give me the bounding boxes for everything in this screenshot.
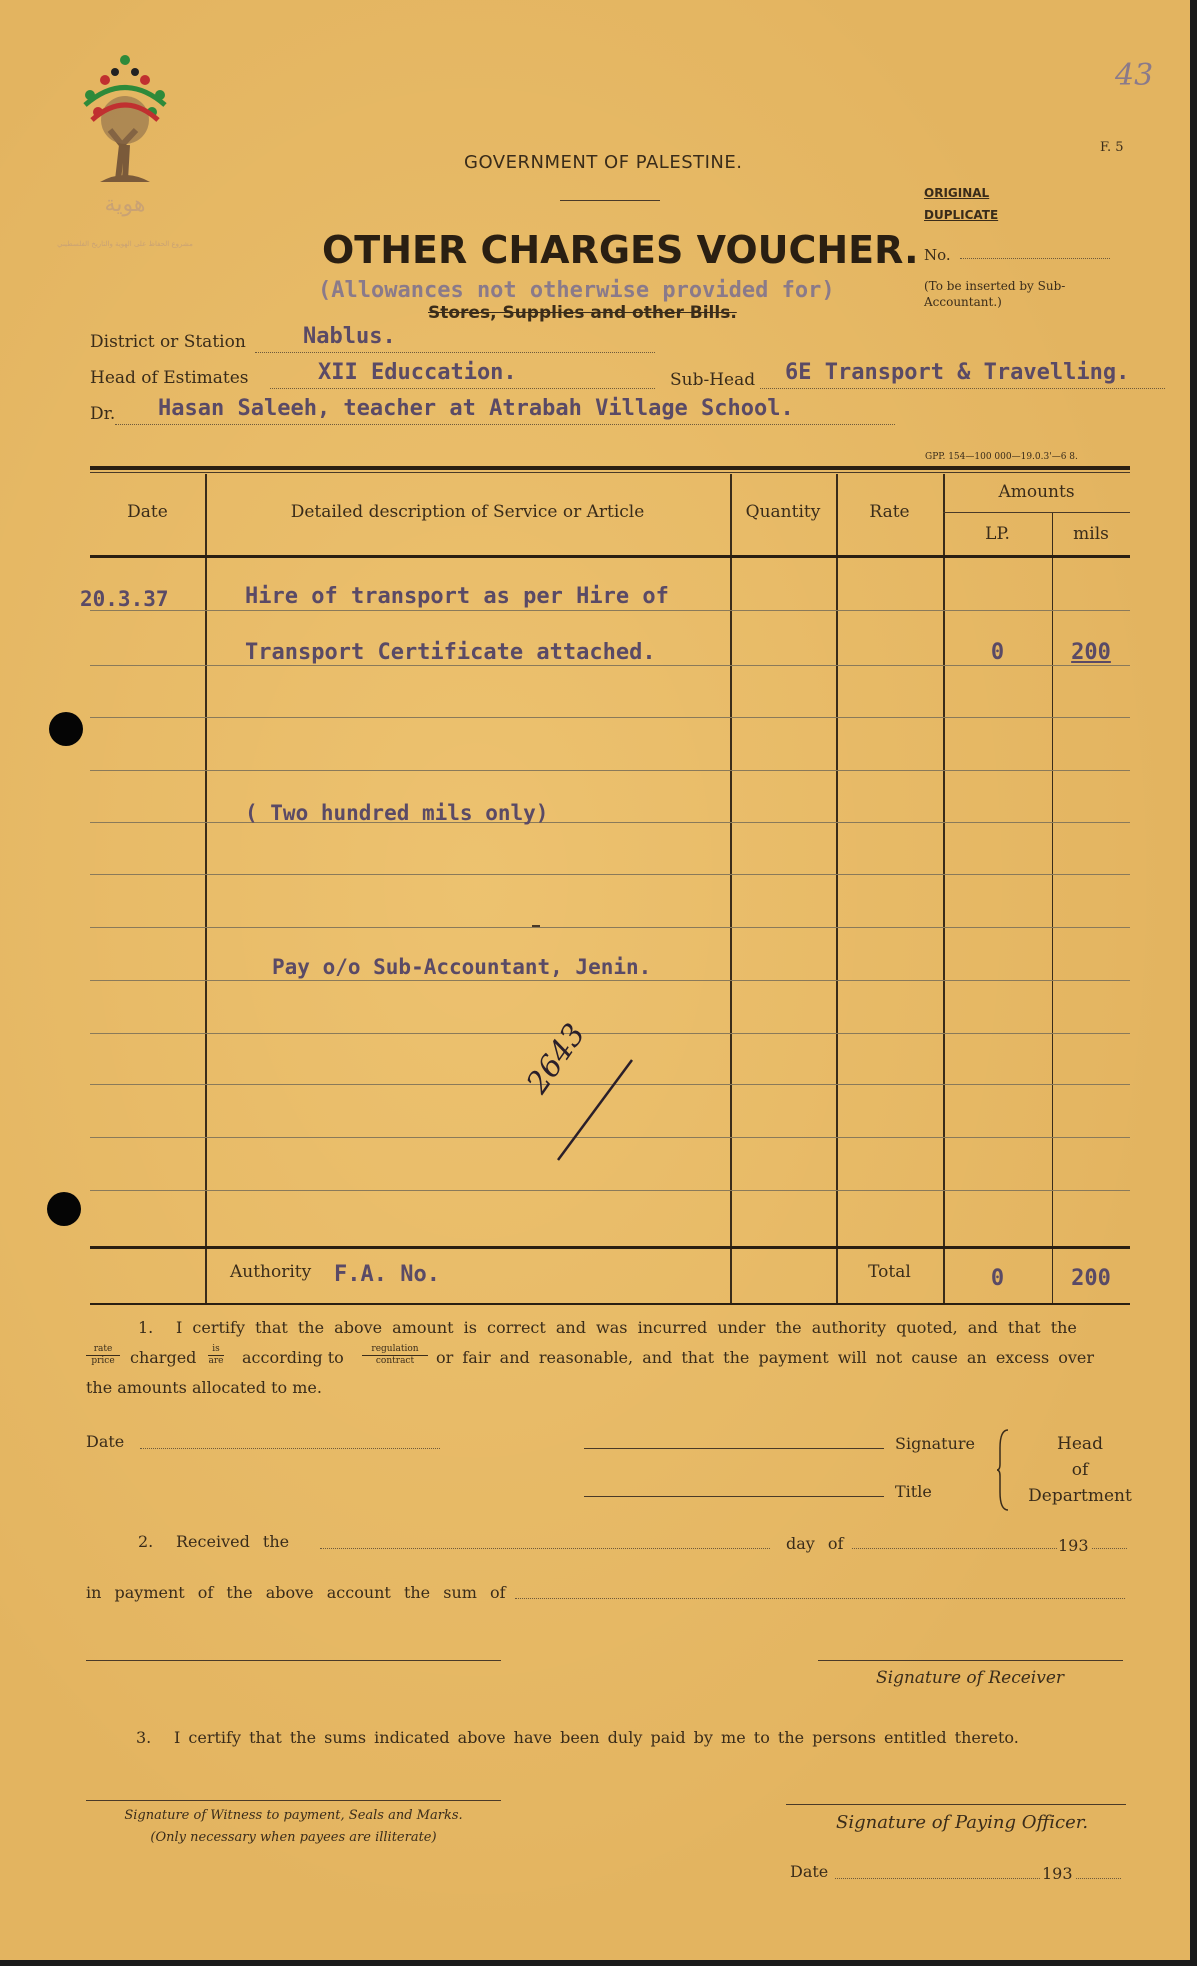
authority-value[interactable]: F.A. No. [334,1262,440,1287]
handwritten-slash [550,1058,640,1172]
certify-date-label: Date [86,1432,125,1451]
witness-note: (Only necessary when payees are illiterate) [150,1830,437,1845]
dash-mark [532,925,540,927]
tree-logo-icon [70,50,180,190]
certify-3-number: 3. [136,1728,152,1747]
head-of-estimates-field [270,388,655,389]
subtitle-typed: (Allowances not otherwise provided for) [318,278,835,303]
signature-field[interactable] [584,1448,884,1449]
is-fraction-top: is [208,1344,224,1356]
form-code: F. 5 [1100,140,1124,155]
row-rule-2 [90,665,1130,666]
col-header-description: Detailed description of Service or Article [290,502,645,522]
sub-head-field [760,388,1165,389]
total-amount-lp[interactable]: 0 [990,1266,1005,1291]
archive-logo [70,50,180,190]
government-heading: GOVERNMENT OF PALESTINE. [464,152,743,173]
amount-in-words[interactable]: ( Two hundred mils only) [245,801,549,825]
duplicate-label: DUPLICATE [924,208,999,222]
certify-1-text-a: I certify that the above amount is correct and was incurred under the authority quoted, and that the [176,1318,1077,1337]
handwritten-number: 2643 [520,1017,593,1101]
dr-field [115,424,895,425]
date-2-label: Date [790,1862,829,1881]
brace [996,1428,1012,1516]
table-top-rule [90,466,1130,470]
received-day-field[interactable] [320,1548,770,1549]
voucher-title: OTHER CHARGES VOUCHER. [322,228,919,272]
date-2-year-field[interactable] [1076,1878,1121,1879]
row-rule-9 [90,1033,1130,1034]
of-label: of [1071,1460,1089,1480]
head-of-estimates-value[interactable]: XII Educcation. [318,360,517,385]
certify-1-number: 1. [138,1318,154,1337]
regulation-fraction-bottom: contract [375,1356,415,1366]
sub-head-label: Sub-Head [670,370,756,390]
pay-note[interactable]: Pay o/o Sub-Accountant, Jenin. [272,955,652,979]
row-description-line-2[interactable]: Transport Certificate attached. [245,640,656,665]
table-bottom-rule [90,1303,1130,1305]
title-label: Title [895,1482,932,1501]
amounts-subheader-rule [943,512,1130,513]
district-label: District or Station [90,332,246,352]
col-divider-lp [1052,512,1053,1304]
row-date[interactable]: 20.3.37 [80,587,169,611]
paying-officer-signature-field[interactable] [786,1804,1126,1805]
subtitle-printed: Stores, Supplies and other Bills. [428,303,737,323]
sum-field[interactable] [515,1598,1125,1599]
day-of-text: day of [786,1534,844,1553]
date-2-year: 193 [1042,1864,1073,1883]
dr-value[interactable]: Hasan Saleeh, teacher at Atrabah Village School. [158,396,794,421]
col-divider-qty [836,474,838,1304]
row-rule-7 [90,927,1130,928]
row-rule-4 [90,770,1130,771]
col-header-mils: mils [1073,524,1109,544]
row-amount-mils[interactable]: 200 [1071,640,1111,665]
charged-text: charged [130,1348,197,1367]
col-divider-rate [943,474,945,1304]
received-year-field[interactable] [1092,1548,1127,1549]
left-receiver-line [86,1660,501,1661]
total-label: Total [868,1262,911,1282]
rate-fraction-top: rate [86,1344,120,1356]
col-divider-date [205,474,207,1304]
punch-hole-bottom [47,1192,81,1226]
certify-3-text: I certify that the sums indicated above have been duly paid by me to the persons entitled thereto. [174,1728,1019,1747]
col-header-quantity: Quantity [745,502,821,522]
row-description-line-1[interactable]: Hire of transport as per Hire of [245,584,669,609]
total-amount-mils[interactable]: 200 [1071,1266,1111,1291]
heading-rule [560,200,660,201]
row-rule-8 [90,980,1130,981]
head-label: Head [1057,1434,1103,1454]
dr-label: Dr. [90,404,116,424]
date-2-field[interactable] [835,1878,1040,1879]
table-body-bottom-rule [90,1246,1130,1249]
according-text: according to [242,1348,344,1367]
rate-fraction-bottom: price [91,1356,115,1366]
received-year: 193 [1058,1536,1089,1555]
authority-label: Authority [230,1262,312,1282]
col-header-rate: Rate [869,502,910,522]
receiver-signature-field[interactable] [818,1660,1123,1661]
signature-of-paying-officer: Signature of Paying Officer. [836,1812,1089,1833]
received-number: 2. [138,1532,154,1551]
punch-hole-top [49,712,83,746]
received-month-field[interactable] [852,1548,1057,1549]
certify-date-field[interactable] [140,1448,440,1449]
district-field [255,352,655,353]
signature-of-receiver: Signature of Receiver [876,1668,1065,1688]
row-rule-3 [90,717,1130,718]
col-header-date: Date [127,502,168,522]
in-payment-text: in payment of the above account the sum of [86,1583,506,1602]
certify-1-text-b: or fair and reasonable, and that the payment will not cause an excess over [436,1348,1095,1367]
rate-fraction [86,1344,120,1367]
row-rule-6 [90,874,1130,875]
print-reference: GPP. 154—100 000—19.0.3'—6 8. [925,452,1078,462]
witness-label: Signature of Witness to payment, Seals and Marks. [124,1808,463,1823]
col-header-amounts: Amounts [998,482,1075,502]
original-label: ORIGINAL [924,186,990,200]
is-fraction [208,1344,224,1367]
col-divider-desc [730,474,732,1304]
voucher-no-field [960,258,1110,259]
col-header-lp: LP. [985,524,1010,544]
regulation-fraction [362,1344,428,1367]
signature-label: Signature [895,1434,976,1453]
row-rule-1 [90,610,1130,611]
row-rule-12 [90,1190,1130,1191]
certify-1-text-c: the amounts allocated to me. [86,1378,322,1397]
is-fraction-bottom: are [208,1356,224,1366]
head-of-estimates-label: Head of Estimates [90,368,249,388]
table-top-rule-thin [90,472,1130,473]
table-header-rule [90,555,1130,558]
department-label: Department [1028,1486,1132,1506]
district-value[interactable]: Nablus. [303,324,396,349]
voucher-no-note: (To be inserted by Sub-Accountant.) [924,279,1066,309]
page-number: 43 [1115,58,1154,93]
witness-signature-field[interactable] [86,1800,501,1801]
voucher-no-label: No. [924,246,951,264]
archive-logo-caption: هوية [104,192,146,217]
archive-logo-subcaption: مشروع الحفاظ على الهوية والتاريخ الفلسطيني [57,240,193,248]
regulation-fraction-top: regulation [362,1344,428,1356]
title-field[interactable] [584,1496,884,1497]
received-text: Received the [176,1532,290,1551]
sub-head-value[interactable]: 6E Transport & Travelling. [785,360,1130,385]
row-amount-lp[interactable]: 0 [990,640,1005,665]
